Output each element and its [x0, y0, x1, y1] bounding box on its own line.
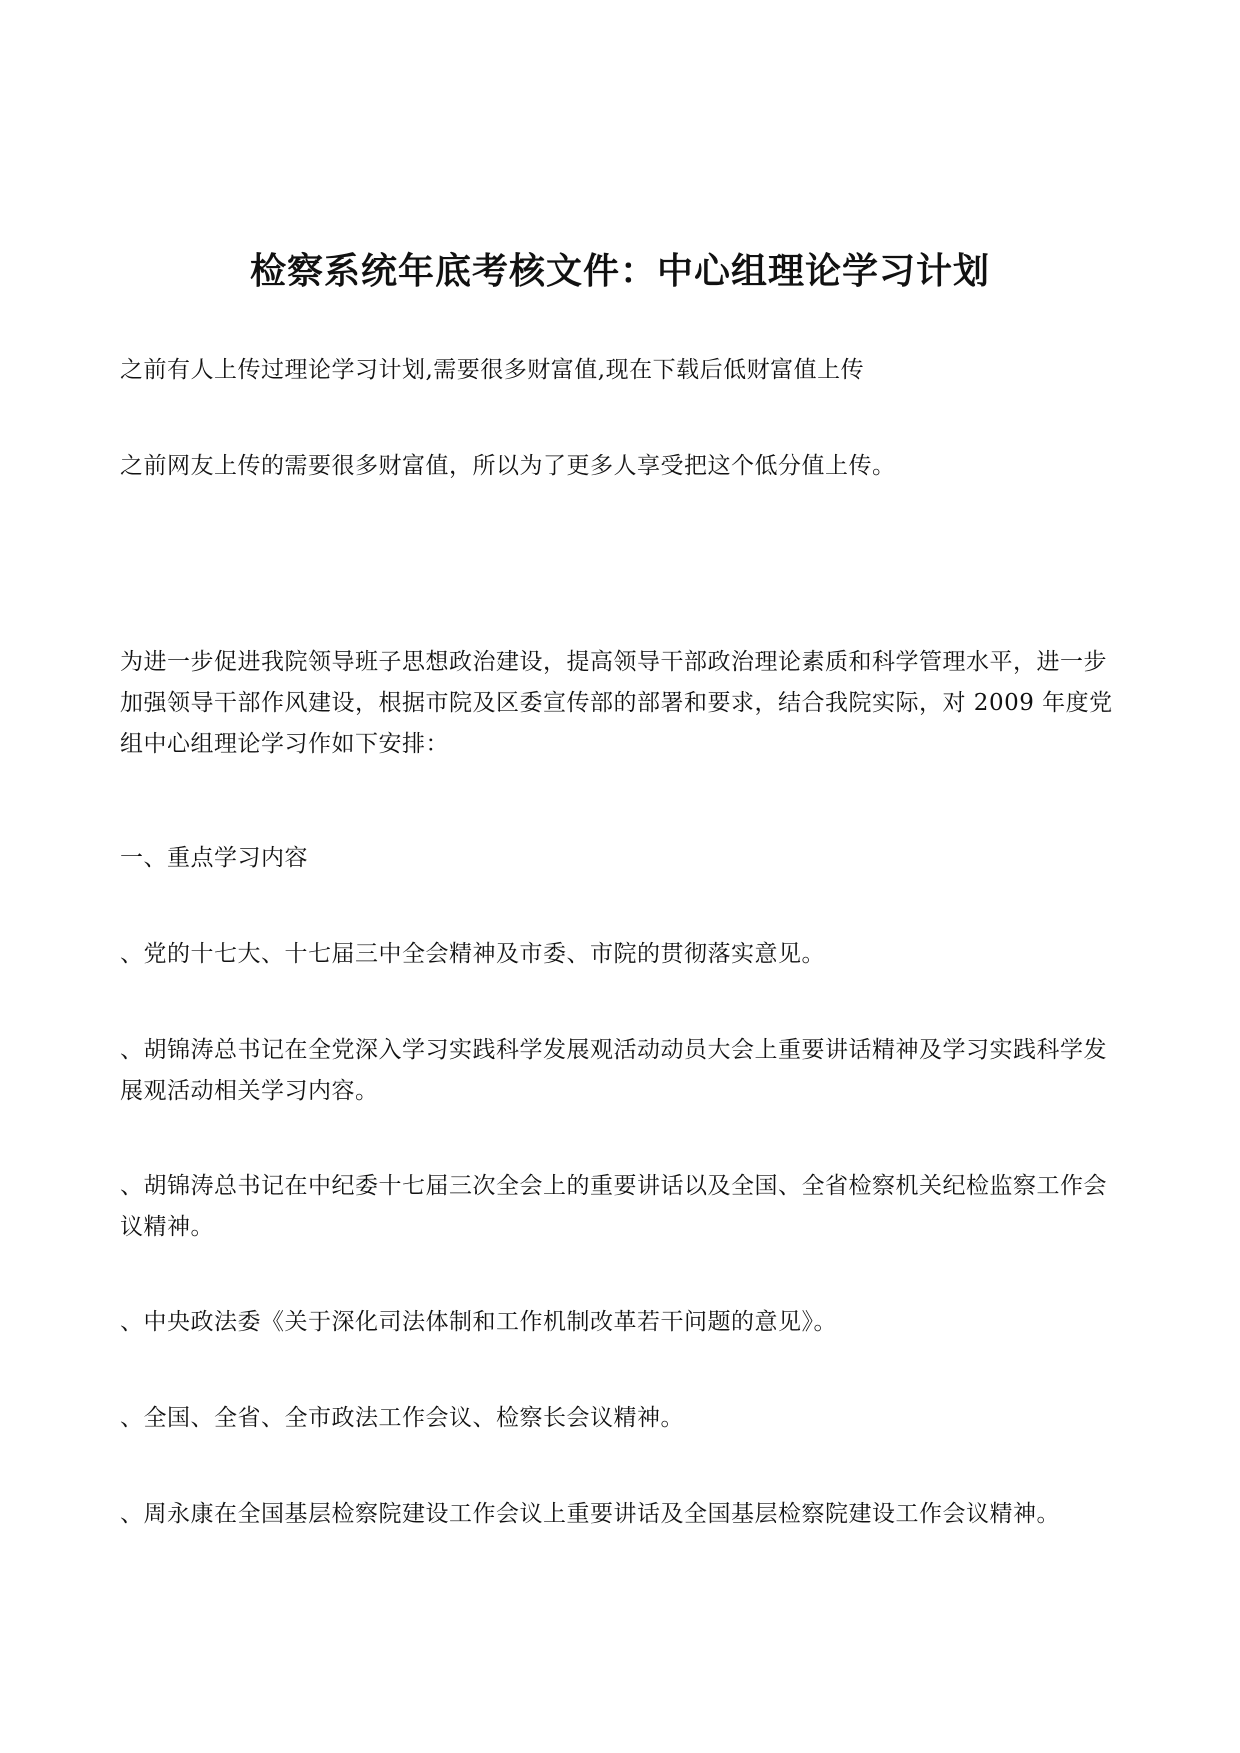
intro-paragraph: 为进一步促进我院领导班子思想政治建设，提高领导干部政治理论素质和科学管理水平，进一步加强领导干部作风建设，根据市院及区委宣传部的部署和要求，结合我院实际，对 2009 年度党组中心组理论学习作如下安排： — [120, 649, 1113, 757]
upload-note-1: 之前有人上传过理论学习计划,需要很多财富值,现在下载后低财富值上传 — [120, 357, 865, 383]
upload-note-2: 之前网友上传的需要很多财富值，所以为了更多人享受把这个低分值上传。 — [120, 453, 896, 479]
list-item: 、胡锦涛总书记在中纪委十七届三次全会上的重要讲话以及全国、全省检察机关纪检监察工作会议精神。 — [120, 1173, 1107, 1240]
list-item: 、中央政法委《关于深化司法体制和工作机制改革若干问题的意见》。 — [120, 1309, 837, 1335]
list-item: 、周永康在全国基层检察院建设工作会议上重要讲话及全国基层检察院建设工作会议精神。 — [120, 1501, 1060, 1527]
list-item: 、全国、全省、全市政法工作会议、检察长会议精神。 — [120, 1405, 684, 1431]
section-heading: 一、重点学习内容 — [120, 845, 308, 871]
list-item: 、胡锦涛总书记在全党深入学习实践科学发展观活动动员大会上重要讲话精神及学习实践科学发展观活动相关学习内容。 — [120, 1037, 1107, 1104]
list-item: 、党的十七大、十七届三中全会精神及市委、市院的贯彻落实意见。 — [120, 941, 825, 967]
document-title: 检察系统年底考核文件：中心组理论学习计划 — [249, 251, 990, 293]
